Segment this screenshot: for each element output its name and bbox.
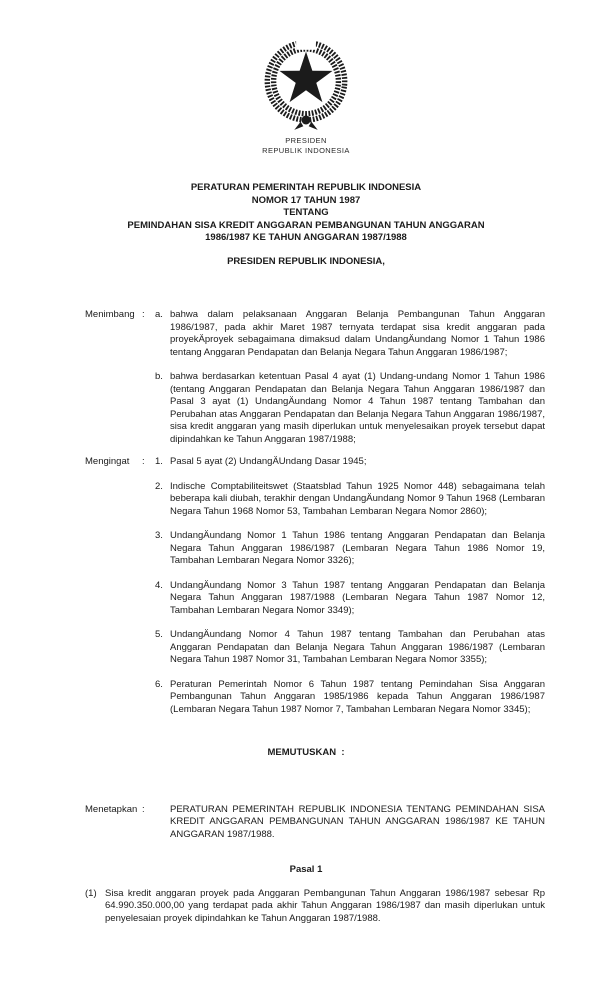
- item-text: UndangÄundang Nomor 1 Tahun 1986 tentang Anggaran Pendapatan dan Belanja Negara Tahun Anggaran 1986/1987 (Lembaran Negara Tahun 1986 Nomor 19, Tambahan Lembaran Negara Nomor 3326);: [170, 530, 545, 566]
- section-colon: :: [142, 456, 145, 467]
- item-marker: 3.: [155, 530, 163, 541]
- item-marker: 6.: [155, 678, 163, 690]
- title-line: PEMINDAHAN SISA KREDIT ANGGARAN PEMBANGUNAN TAHUN ANGGARAN: [127, 219, 485, 231]
- title-line: TENTANG: [283, 207, 329, 218]
- item-marker: a.: [155, 309, 163, 320]
- item-text: bahwa dalam pelaksanaan Anggaran Belanja Pembangunan Tahun Anggaran 1986/1987, pada akhir Maret 1987 ternyata terdapat sisa kredit anggaran pada proyekÄproyek sebagaimana dimaksud dalam UndangÄundang Nomor 1 Tahun 1986 tentang Anggaran Pendapatan dan Belanja Negara Tahun Anggaran 1986/1987;: [170, 309, 545, 358]
- item-text: Sisa kredit anggaran proyek pada Anggaran Pembangunan Tahun Anggaran 1986/1987 sebesar Rp 64.990.350.000,00 yang terdapat pada akhir Tahun Anggaran 1986/1987 dan masih diperlukan untuk penyelesaian proyek dipindahkan ke Tahun Anggaran 1987/1988.: [105, 887, 545, 924]
- item-marker: 4.: [155, 579, 163, 591]
- item-text: UndangÄundang Nomor 4 Tahun 1987 tentang Tambahan dan Perubahan atas Anggaran Pendapatan dan Belanja Negara Tahun Anggaran 1986/1987 (Lembaran Negara Tahun 1987 Nomor 31, Tambahan Lembaran Negara Nomor 3355);: [170, 629, 545, 665]
- section-colon: :: [142, 803, 145, 815]
- item-text: Pasal 5 ayat (2) UndangÄUndang Dasar 1945;: [170, 456, 367, 467]
- star-wreath-emblem-icon: [252, 36, 360, 136]
- section-colon: :: [142, 309, 145, 320]
- item-marker: b.: [155, 371, 163, 382]
- list-item: [155, 580, 545, 618]
- memutuskan-heading: MEMUTUSKAN :: [267, 747, 345, 758]
- menimbang-section: [85, 309, 545, 446]
- pasal-1-item: [85, 888, 545, 926]
- letterhead-presiden: PRESIDEN: [285, 136, 327, 145]
- section-label: Menetapkan: [85, 803, 138, 815]
- title-line: NOMOR 17 TAHUN 1987: [251, 194, 361, 206]
- item-text: bahwa berdasarkan ketentuan Pasal 4 ayat (1) Undang-undang Nomor 1 Tahun 1986 (tentang Anggaran Pendapatan dan Belanja Negara Tahun Anggaran 1986/1987 dan Pasal 3 ayat (1) UndangÄundang Nomor 4 Tahun 1987 tentang Tambahan dan Perubahan atas Anggaran Pendapatan dan Belanja Negara Tahun Anggaran 1986/1987, sisa kredit anggaran yang masih diperlukan untuk menyelesaikan proyek tersebut dapat dipindahkan ke Tahun Anggaran 1987/1988;: [170, 371, 545, 445]
- item-text: UndangÄundang Nomor 3 Tahun 1987 tentang Anggaran Pendapatan dan Belanja Negara Tahun Anggaran 1987/1988 (Lembaran Negara Tahun 1987 Nomor 12, Tambahan Lembaran Negara Nomor 3349);: [170, 579, 545, 616]
- item-marker: 5.: [155, 629, 163, 640]
- preamble: PRESIDEN REPUBLIK INDONESIA,: [227, 255, 385, 267]
- list-item: [155, 629, 545, 667]
- section-label: Menimbang: [85, 309, 135, 320]
- section-label: Mengingat: [85, 456, 130, 467]
- pasal-1-heading: Pasal 1: [289, 864, 323, 875]
- menimbang-items: [155, 309, 545, 446]
- menetapkan-text: PERATURAN PEMERINTAH REPUBLIK INDONESIA TENTANG PEMINDAHAN SISA KREDIT ANGGARAN PEMBANGUNAN TAHUN ANGGARAN 1986/1987 KE TAHUN ANGGARAN 1987/1988.: [170, 803, 545, 840]
- pasal-1-body: [85, 888, 545, 926]
- list-item: [155, 371, 545, 446]
- item-text: Indische Comptabiliteitswet (Staatsblad Tahun 1925 Nomor 448) sebagaimana telah beberapa kali diubah, terakhir dengan UndangÄundang Nomor 9 Tahun 1968 (Lembaran Negara Tahun 1968 Nomor 53, Tambahan Lembaran Negara Nomor 2860);: [170, 480, 545, 517]
- list-item: [155, 481, 545, 519]
- title-line: PERATURAN PEMERINTAH REPUBLIK INDONESIA: [190, 182, 422, 193]
- title-block: [0, 182, 612, 245]
- list-item: [155, 679, 545, 717]
- menetapkan-section: [85, 804, 545, 842]
- item-marker: (1): [85, 887, 97, 899]
- list-item: [155, 530, 545, 568]
- letterhead-republik: REPUBLIK INDONESIA: [262, 146, 350, 155]
- list-item: [155, 309, 545, 359]
- title-line: 1986/1987 KE TAHUN ANGGARAN 1987/1988: [205, 232, 407, 243]
- item-text: Peraturan Pemerintah Nomor 6 Tahun 1987 tentang Pemindahan Sisa Anggaran Pembangunan Tahun Anggaran 1985/1986 kepada Tahun Anggaran 1986/1987 (Lembaran Negara Tahun 1987 Nomor 7, Tambahan Lembaran Negara Nomor 3345);: [170, 678, 545, 715]
- list-item: [155, 456, 545, 469]
- item-marker: 2.: [155, 480, 163, 492]
- mengingat-items: [155, 456, 545, 716]
- item-marker: 1.: [155, 456, 163, 467]
- mengingat-section: [85, 456, 545, 716]
- letterhead: [0, 0, 612, 156]
